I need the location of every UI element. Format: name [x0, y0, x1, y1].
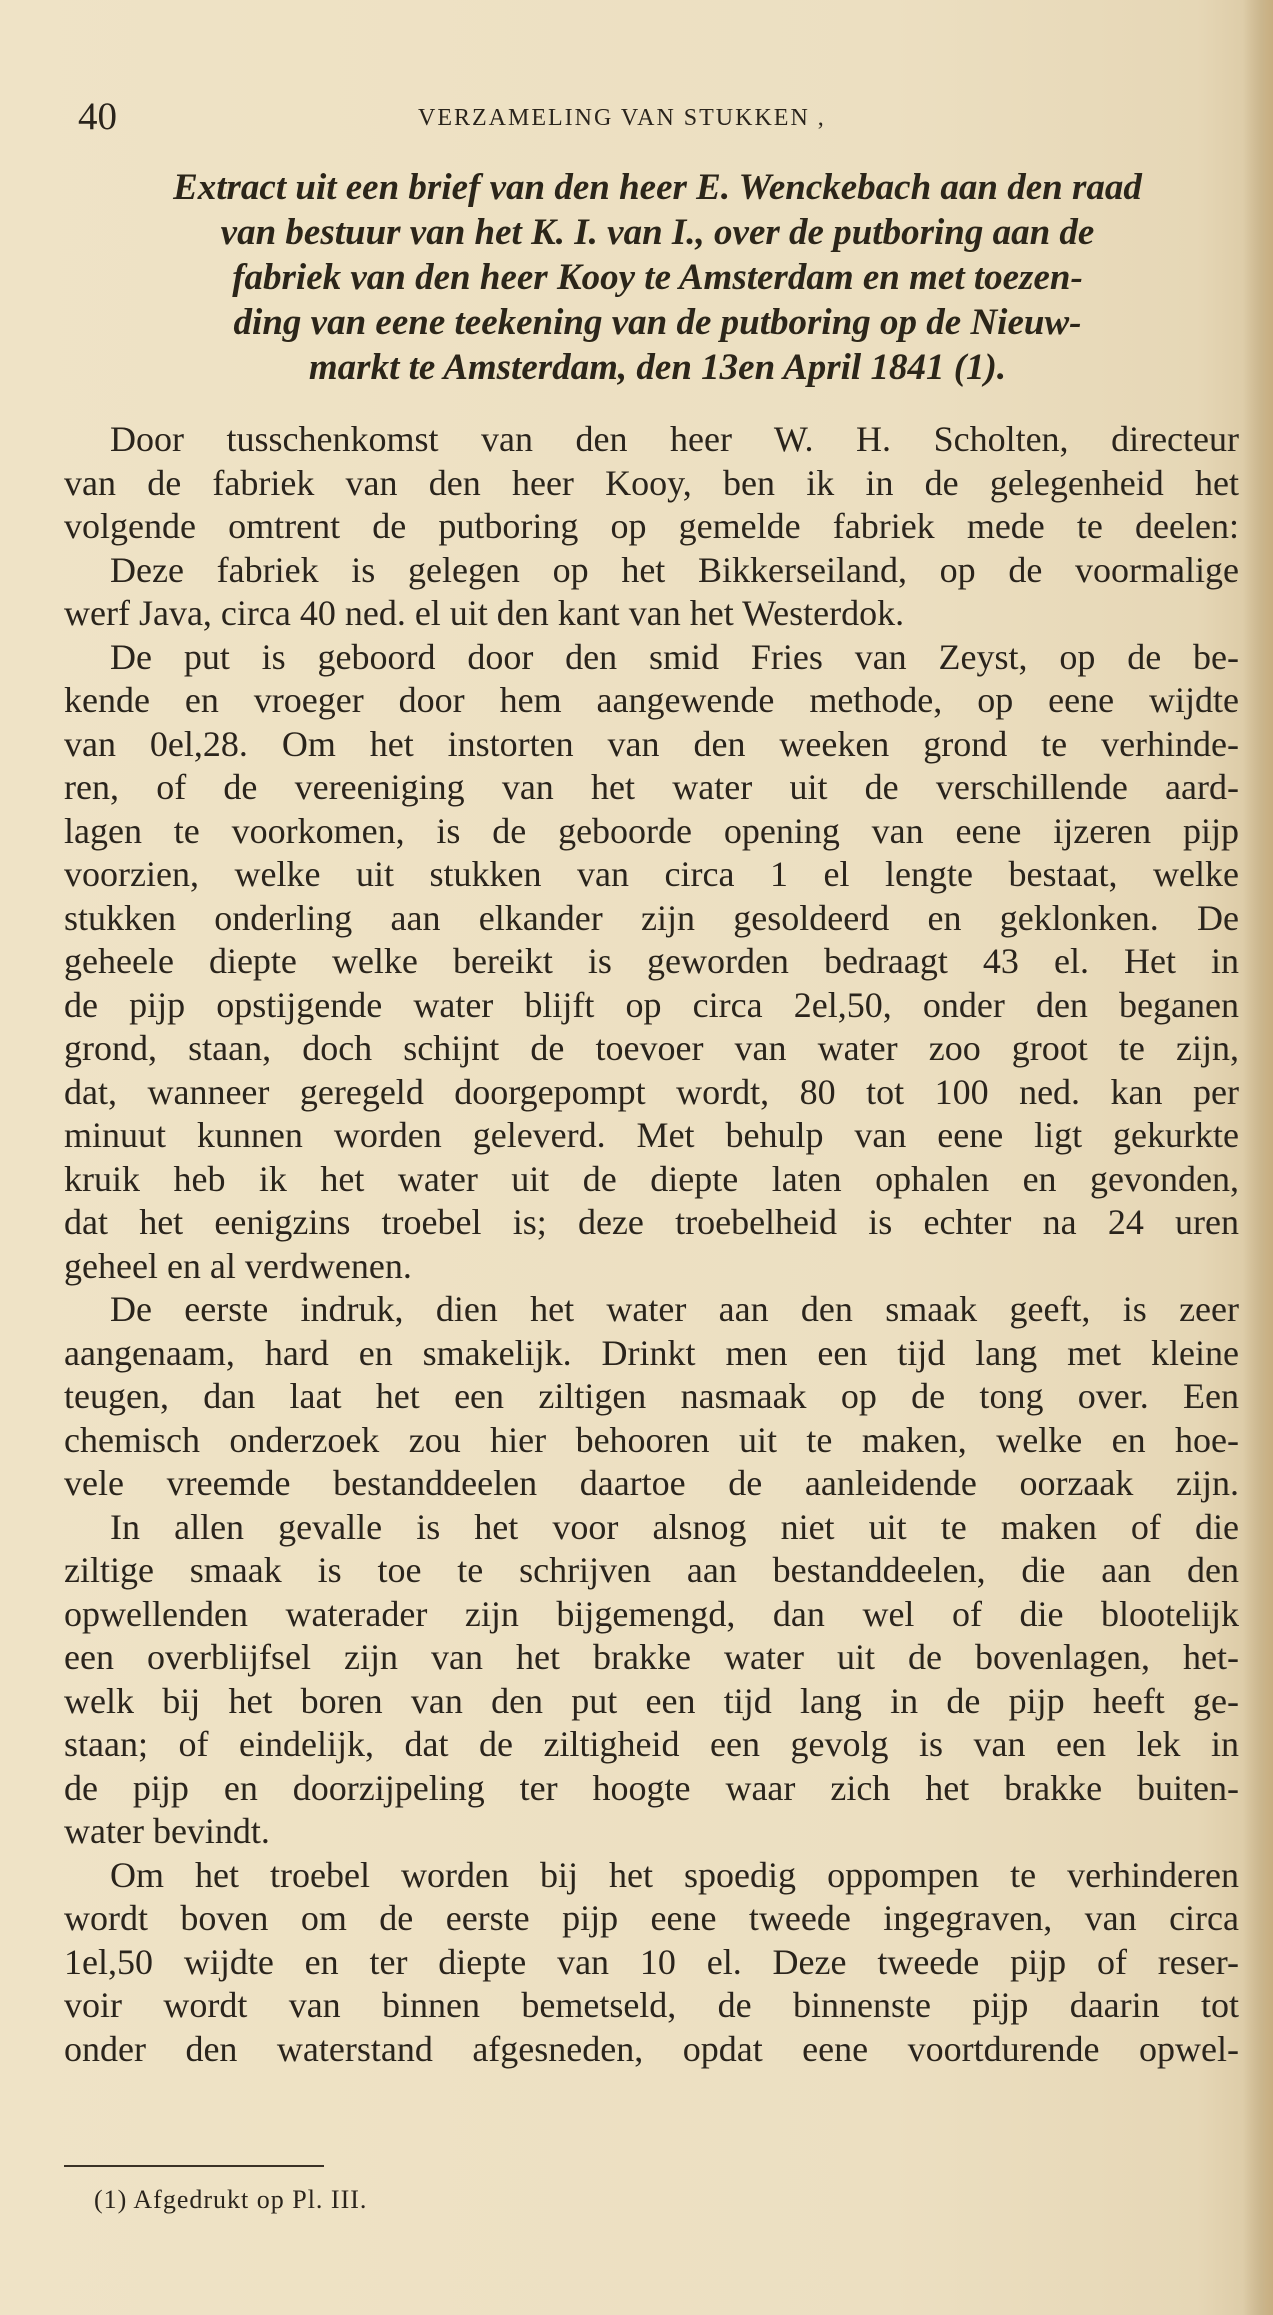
title-line: fabriek van den heer Kooy te Amsterdam en met toezen-	[232, 257, 1083, 298]
text-line: De put is geboord door den smid Fries van Zeyst, op de be-	[110, 636, 1239, 677]
text-line: Deze fabriek is gelegen op het Bikkerseiland, op de voormalige	[110, 549, 1239, 590]
text-line: water bevindt.	[64, 1811, 270, 1851]
text-line: geheele diepte welke bereikt is geworden bedraagt 43 el. Het in	[64, 941, 1239, 981]
text-line: kruik heb ik het water uit de diepte laten ophalen en gevonden,	[64, 1158, 1239, 1199]
text-line: de pijp en doorzijpeling ter hoogte waar zich het brakke buiten-	[64, 1767, 1239, 1808]
article-title	[70, 165, 1245, 390]
title-line: markt te Amsterdam, den 13en April 1841 (1).	[308, 347, 1007, 388]
text-line: teugen, dan laat het een ziltigen nasmaak op de tong over. Een	[64, 1376, 1239, 1416]
running-head: VERZAMELING VAN STUKKEN ,	[418, 105, 826, 131]
text-line: minuut kunnen worden geleverd. Met behulp van eene ligt gekurkte	[64, 1115, 1239, 1155]
text-line: opwellenden waterader zijn bijgemengd, dan wel of die blootelijk	[64, 1593, 1239, 1634]
title-line: Extract uit een brief van den heer E. Wenckebach aan den raad	[173, 167, 1142, 208]
footnote-divider	[64, 2165, 324, 2167]
text-line: welk bij het boren van den put een tijd lang in de pijp heeft ge-	[64, 1680, 1239, 1721]
text-line: kende en vroeger door hem aangewende methode, op eene wijdte	[64, 680, 1239, 720]
text-line: dat het eenigzins troebel is; deze troebelheid is echter na 24 uren	[64, 1202, 1239, 1242]
page-number: 40	[78, 95, 117, 138]
text-line: stukken onderling aan elkander zijn gesoldeerd en geklonken. De	[64, 897, 1239, 938]
text-line: dat, wanneer geregeld doorgepompt wordt, 80 tot 100 ned. kan per	[64, 1071, 1239, 1112]
text-line: een overblijfsel zijn van het brakke water uit de bovenlagen, het-	[64, 1637, 1239, 1677]
title-line: van bestuur van het K. I. van I., over de putboring aan de	[220, 212, 1095, 253]
text-line: vele vreemde bestanddeelen daartoe de aanleidende oorzaak zijn.	[64, 1463, 1239, 1503]
text-line: voir wordt van binnen bemetseld, de binnenste pijp daarin tot	[64, 1985, 1239, 2025]
text-line: Om het troebel worden bij het spoedig oppompen te verhinderen	[110, 1854, 1239, 1895]
text-line: ren, of de vereeniging van het water uit de verschillende aard-	[64, 767, 1239, 807]
text-line: grond, staan, doch schijnt de toevoer van water zoo groot te zijn,	[64, 1028, 1239, 1068]
text-line: aangenaam, hard en smakelijk. Drinkt men een tijd lang met kleine	[64, 1332, 1239, 1373]
footnote: (1) Afgedrukt op Pl. III.	[94, 2185, 368, 2214]
text-line: De eerste indruk, dien het water aan den smaak geeft, is zeer	[110, 1289, 1239, 1329]
text-line: werf Java, circa 40 ned. el uit den kant van het Westerdok.	[64, 593, 905, 633]
text-line: ziltige smaak is toe te schrijven aan bestanddeelen, die aan den	[64, 1550, 1239, 1590]
page-edge-shadow	[1243, 0, 1273, 2315]
text-line: voorzien, welke uit stukken van circa 1 el lengte bestaat, welke	[64, 854, 1239, 894]
text-line: Door tusschenkomst van den heer W. H. Scholten, directeur	[110, 419, 1239, 459]
title-line: ding van eene teekening van de putboring op de Nieuw-	[233, 302, 1082, 343]
text-line: In allen gevalle is het voor alsnog niet uit te maken of die	[110, 1506, 1239, 1547]
text-line: van 0el,28. Om het instorten van den weeken grond te verhinde-	[64, 723, 1239, 764]
text-line: lagen te voorkomen, is de geboorde opening van eene ijzeren pijp	[64, 810, 1239, 851]
text-line: staan; of eindelijk, dat de ziltigheid een gevolg is van een lek in	[64, 1724, 1239, 1764]
page-header	[78, 92, 1228, 142]
text-line: wordt boven om de eerste pijp eene tweede ingegraven, van circa	[64, 1898, 1239, 1938]
body-text	[64, 418, 1239, 2071]
text-line: de pijp opstijgende water blijft op circa 2el,50, onder den beganen	[64, 984, 1239, 1025]
text-line: van de fabriek van den heer Kooy, ben ik in de gelegenheid het	[64, 462, 1239, 503]
text-line: geheel en al verdwenen.	[64, 1245, 412, 1286]
text-line: 1el,50 wijdte en ter diepte van 10 el. Deze tweede pijp of reser-	[64, 1941, 1239, 1982]
text-line: onder den waterstand afgesneden, opdat eene voortdurende opwel-	[64, 2028, 1239, 2069]
text-line: chemisch onderzoek zou hier behooren uit te maken, welke en hoe-	[64, 1419, 1239, 1460]
text-line: volgende omtrent de putboring op gemelde fabriek mede te deelen:	[64, 506, 1239, 546]
